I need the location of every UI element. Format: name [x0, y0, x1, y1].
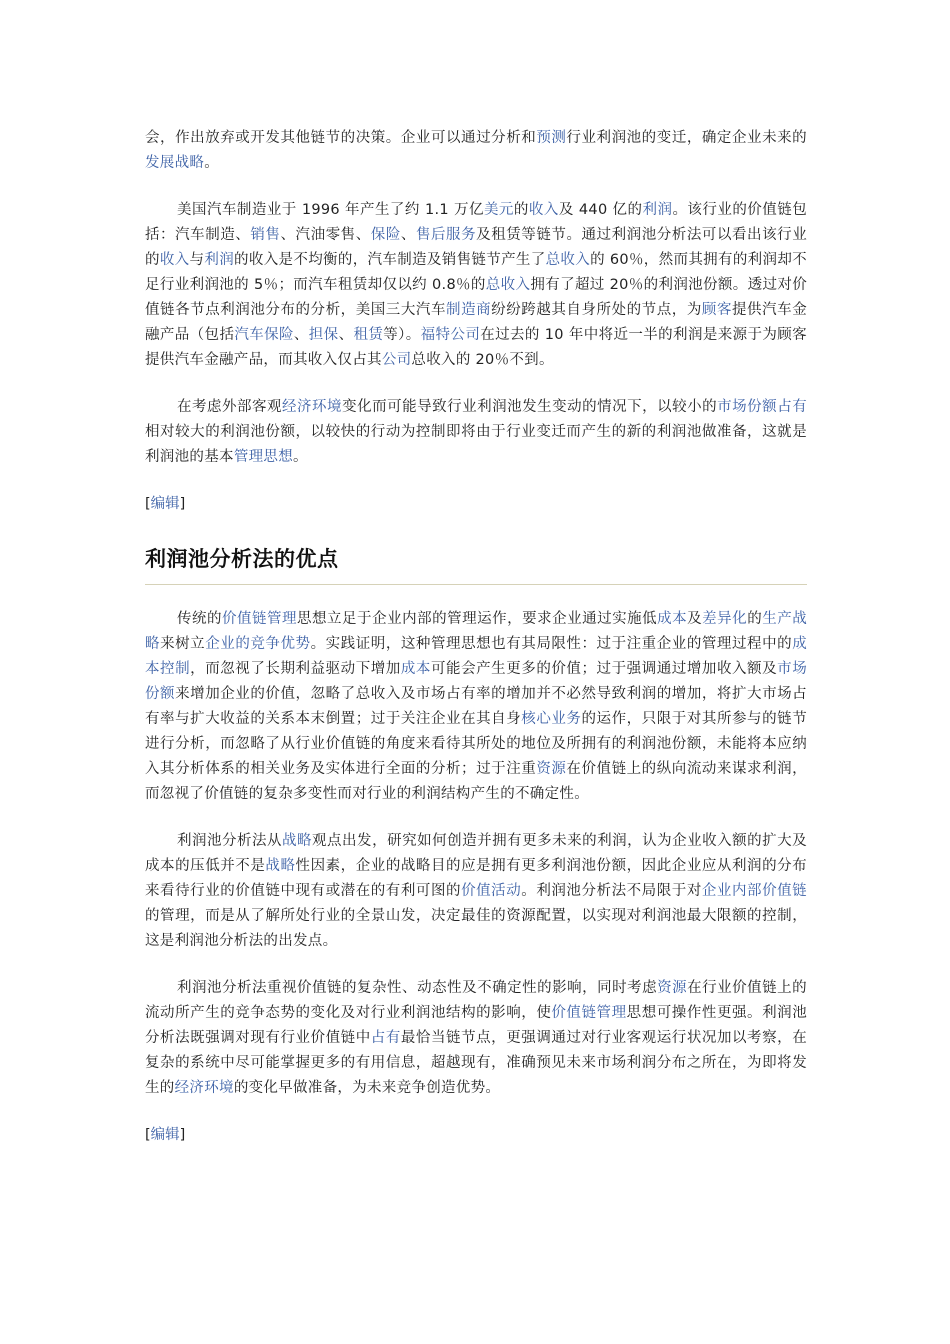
- text-run: 传统的: [177, 611, 223, 627]
- inline-link[interactable]: 资源: [657, 980, 688, 996]
- text-run: 提供汽车金融产品（包括: [145, 302, 808, 343]
- text-run: 纷纷跨越其自身所处的节点，为: [491, 302, 702, 318]
- text-run: 的 60％，然而其拥有的利润却不足行业利润池的 5％；而汽车租赁却仅以约 0.8％的: [145, 252, 807, 293]
- inline-link[interactable]: 价值活动: [461, 883, 522, 899]
- text-run: 最恰当链节点，更强调通过对行业客观运行状况加以考察，在复杂的系统中尽可能掌握更多的有用信息，超越现有，准确预见未来市场利润分布之所在，为即将发生的: [145, 1030, 807, 1096]
- text-run: 变化而可能导致行业利润池发生变动的情况下，以较小的: [342, 399, 718, 415]
- text-run: 观点出发，研究如何创造并拥有更多未来的利润，认为企业收入额的扩大及成本的压低并不是: [145, 833, 807, 874]
- text-run: 在过去的 10 年中将近一半的利润是来源于为顾客提供汽车金融产品，而其收入仅占其: [145, 327, 807, 368]
- text-run: 来增加企业的价值，忽略了总收入及市场占有率的增加并不必然导致利润的增加，将扩大市场占有率与扩大收益的关系本末倒置；过于关注企业在其自身: [145, 686, 807, 727]
- inline-link[interactable]: 预测: [536, 130, 567, 146]
- text-run: 。利润池分析法不局限于对: [521, 883, 702, 899]
- text-run: 的运作，只限于对其所参与的链节进行分析，而忽略了从行业价值链的角度来看待其所处的地位及所拥有的利润池份额，未能将本应纳入其分析体系的相关业务及实体进行全面的分析；过于注重: [145, 711, 808, 777]
- bracket-close: ]: [179, 496, 186, 512]
- inline-link[interactable]: 经济环境: [174, 1080, 234, 1096]
- inline-link[interactable]: 占有: [370, 1030, 401, 1046]
- auto-industry-paragraph: [145, 198, 807, 373]
- inline-link[interactable]: 发展战略: [145, 155, 205, 171]
- text-run: 在价值链上的纵向流动来谋求利润，而忽视了价值链的复杂多变性而对行业的利润结构产生的不确定性。: [145, 761, 807, 802]
- inline-link[interactable]: 总收入: [485, 277, 531, 293]
- text-run: 的: [747, 611, 763, 627]
- advantages-paragraph-2: [145, 829, 807, 954]
- text-run: 、汽油零售、: [280, 227, 371, 243]
- bracket-open: [: [145, 1127, 151, 1143]
- bracket-close: ]: [179, 1127, 186, 1143]
- inline-link[interactable]: 企业的竞争优势: [205, 636, 311, 652]
- inline-link[interactable]: 销售: [250, 227, 281, 243]
- text-run: 、: [293, 327, 309, 343]
- text-run: 利润池分析法重视价值链的复杂性、动态性及不确定性的影响，同时考虑: [177, 980, 658, 996]
- inline-link[interactable]: 经济环境: [282, 399, 343, 415]
- text-run: 可能会产生更多的价值；过于强调通过增加收入额及: [430, 661, 778, 677]
- text-run: ，而忽视了长期利益驱动下增加: [190, 661, 401, 677]
- text-run: 美国汽车制造业于 1996 年产生了约 1.1 万亿: [177, 202, 484, 218]
- inline-link[interactable]: 公司: [381, 352, 412, 368]
- inline-link[interactable]: 汽车保险: [234, 327, 294, 343]
- text-run: 。: [293, 449, 308, 465]
- inline-link[interactable]: 企业内部价值链: [701, 883, 807, 899]
- text-run: 性因素，企业的战略目的应是拥有更多利润池份额，因此企业应从利润的分布来看待行业的价值链中现有或潜在的有利可图的: [145, 858, 807, 899]
- edit-link[interactable]: 编辑: [150, 1127, 180, 1143]
- text-run: 及: [687, 611, 703, 627]
- inline-link[interactable]: 制造商: [446, 302, 492, 318]
- text-run: 及 440 亿的: [558, 202, 643, 218]
- inline-link[interactable]: 成本: [400, 661, 431, 677]
- text-run: 拥有了超过 20％的利润池份额。透过对价值链各节点利润池分布的分析，美国三大汽车: [145, 277, 808, 318]
- text-run: 。: [204, 155, 220, 171]
- edit-link[interactable]: 编辑: [150, 496, 180, 512]
- inline-link[interactable]: 福特公司: [420, 327, 481, 343]
- article-body: [145, 126, 807, 1178]
- text-run: 的: [513, 202, 529, 218]
- text-run: 思想立足于企业内部的管理运作，要求企业通过实施低: [297, 611, 658, 627]
- inline-link[interactable]: 差异化: [702, 611, 748, 627]
- inline-link[interactable]: 战略: [265, 858, 296, 874]
- inline-link[interactable]: 售后服务: [415, 227, 477, 243]
- text-run: 来树立: [160, 636, 206, 652]
- text-run: 。实践证明，这种管理思想也有其局限性：过于注重企业的管理过程中的: [310, 636, 793, 652]
- inline-link[interactable]: 战略: [282, 833, 313, 849]
- inline-link[interactable]: 生产战略: [145, 611, 808, 652]
- text-run: 总收入的 20％不到。: [411, 352, 554, 368]
- inline-link[interactable]: 利润: [642, 202, 673, 218]
- inline-link[interactable]: 管理思想: [233, 449, 294, 465]
- inline-link[interactable]: 价值链管理: [551, 1005, 627, 1021]
- inline-link[interactable]: 保险: [370, 227, 401, 243]
- text-run: 及租赁等链节。通过利润池分析法可以看出该行业的: [145, 227, 807, 268]
- inline-link[interactable]: 利润: [204, 252, 235, 268]
- inline-link[interactable]: 总收入: [545, 252, 591, 268]
- intro-paragraph: [145, 126, 807, 176]
- section-heading: 利润池分析法的优点: [145, 547, 807, 585]
- text-run: 的收入是不均衡的，汽车制造及销售链节产生了: [234, 252, 546, 268]
- inline-link[interactable]: 价值链管理: [222, 611, 298, 627]
- text-run: 、: [400, 227, 416, 243]
- edit-section-1: [145, 492, 807, 517]
- inline-link[interactable]: 占有: [777, 399, 808, 415]
- text-run: 在行业价值链上的流动所产生的竞争态势的变化及对行业利润池结构的影响，使: [145, 980, 807, 1021]
- inline-link[interactable]: 资源: [536, 761, 567, 777]
- inline-link[interactable]: 市场份额: [717, 399, 778, 415]
- inline-link[interactable]: 担保: [308, 327, 339, 343]
- inline-link[interactable]: 收入: [159, 252, 190, 268]
- text-run: 等）。: [383, 327, 421, 343]
- text-run: 。该行业的价值链包括：汽车制造、: [145, 202, 808, 243]
- text-run: 行业利润池的变迁，确定企业未来的: [566, 130, 807, 146]
- inline-link[interactable]: 核心业务: [521, 711, 582, 727]
- text-run: 利润池分析法从: [177, 833, 283, 849]
- inline-link[interactable]: 美元: [483, 202, 514, 218]
- advantages-paragraph-1: [145, 607, 807, 807]
- text-run: 与: [189, 252, 205, 268]
- inline-link[interactable]: 收入: [528, 202, 559, 218]
- inline-link[interactable]: 市场份额: [145, 661, 807, 702]
- environment-paragraph: [145, 395, 807, 470]
- text-run: 在考虑外部客观: [177, 399, 283, 415]
- text-run: 相对较大的利润池份额，以较快的行动为控制即将由于行业变迁而产生的新的利润池做准备，这就是利润池的基本: [145, 424, 807, 465]
- text-run: 思想可操作性更强。利润池分析法既强调对现有行业价值链中: [145, 1005, 807, 1046]
- text-run: 的变化早做准备，为未来竞争创造优势。: [233, 1080, 501, 1096]
- bracket-open: [: [145, 496, 151, 512]
- inline-link[interactable]: 成本: [657, 611, 688, 627]
- inline-link[interactable]: 租赁: [353, 327, 384, 343]
- inline-link[interactable]: 成本控制: [145, 636, 807, 677]
- text-run: 的管理，而是从了解所处行业的全景山发，决定最佳的资源配置，以实现对利润池最大限额的控制，这是利润池分析法的出发点。: [145, 908, 807, 949]
- inline-link[interactable]: 顾客: [701, 302, 732, 318]
- edit-section-2: [145, 1123, 807, 1148]
- advantages-paragraph-3: [145, 976, 807, 1101]
- text-run: 、: [338, 327, 354, 343]
- text-run: 会，作出放弃或开发其他链节的决策。企业可以通过分析和: [145, 130, 537, 146]
